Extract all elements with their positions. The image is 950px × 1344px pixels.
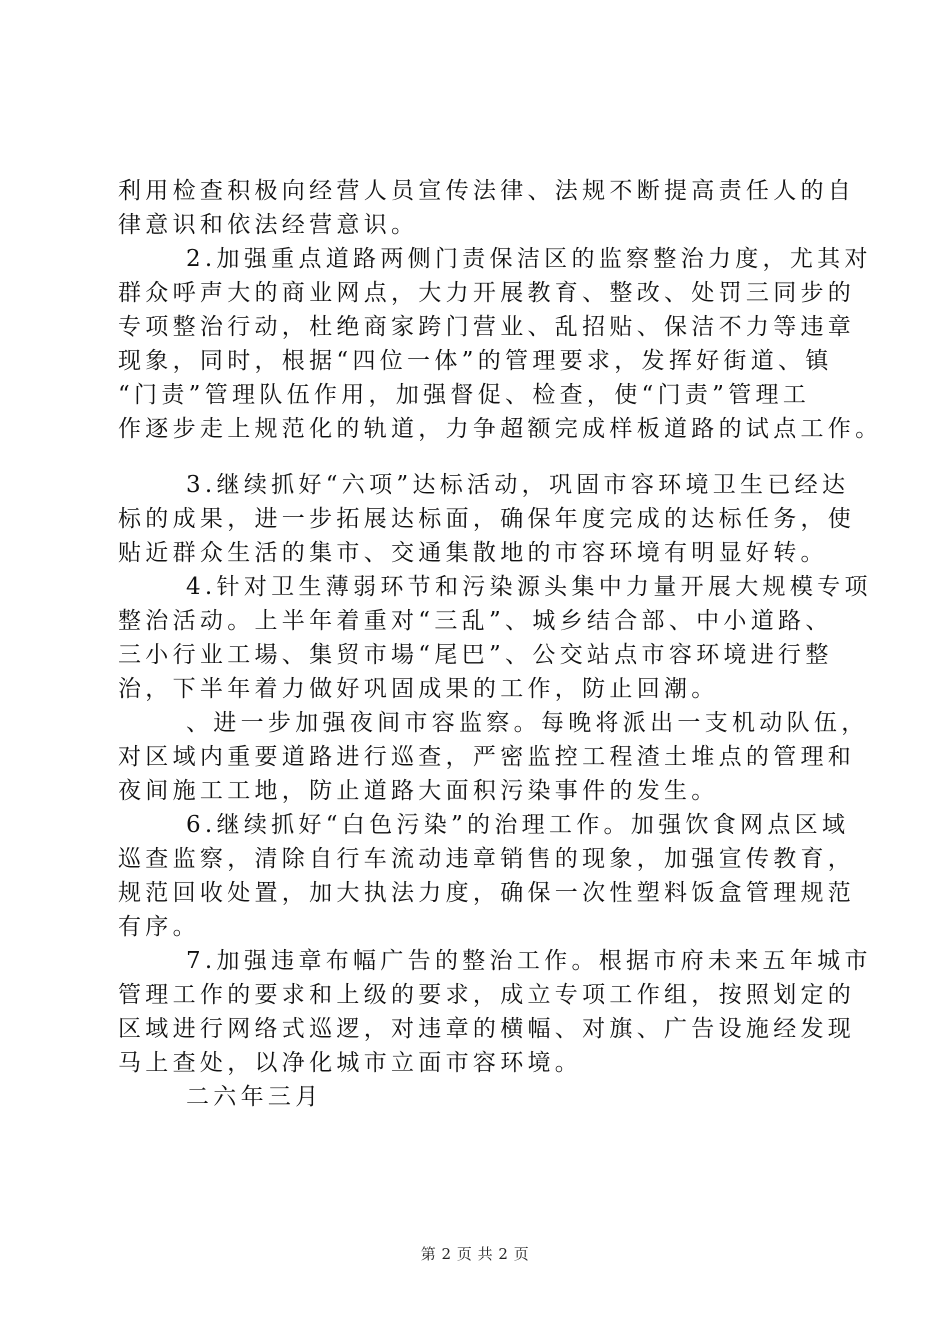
- text-line: 现象，同时，根据“四位一体”的管理要求，发挥好街道、镇: [118, 348, 833, 374]
- paragraph-gap: [118, 446, 858, 468]
- text-line: 规范回收处置，加大执法力度，确保一次性塑料饭盒管理规范: [118, 880, 856, 906]
- text-line: 对区域内重要道路进行巡查，严密监控工程渣土堆点的管理和: [118, 744, 856, 770]
- text-line: 标的成果，进一步拓展达标面，确保年度完成的达标任务，使: [118, 506, 856, 532]
- paragraph-2-start: 2.加强重点道路两侧门责保洁区的监察整治力度，尤其对: [186, 246, 872, 272]
- text-line: 治，下半年着力做好巩固成果的工作，防止回潮。: [118, 676, 719, 702]
- page-number-footer: 第 2 页 共 2 页: [420, 1245, 530, 1263]
- paragraph-5-start: 、进一步加强夜间市容监察。每晚将派出一支机动队伍，: [186, 710, 869, 736]
- text-line: 律意识和依法经营意识。: [118, 212, 419, 238]
- text-line: 专项整治行动，杜绝商家跨门营业、乱招贴、保洁不力等违章: [118, 314, 856, 340]
- document-body: [118, 174, 883, 1114]
- text-line: 有序。: [118, 914, 200, 940]
- text-line: 群众呼声大的商业网点，大力开展教育、整改、处罚三同步的: [118, 280, 856, 306]
- text-line: 区域进行网络式巡逻，对违章的横幅、对旗、广告设施经发现: [118, 1016, 856, 1042]
- text-line: 管理工作的要求和上级的要求，成立专项工作组，按照划定的: [118, 982, 856, 1008]
- paragraph-4-start: 4.针对卫生薄弱环节和污染源头集中力量开展大规模专项: [186, 574, 872, 600]
- document-date: 二六年三月: [186, 1084, 323, 1110]
- text-line: 巡查监察，清除自行车流动违章销售的现象，加强宣传教育，: [118, 846, 856, 872]
- text-line: 作逐步走上规范化的轨道，力争超额完成样板道路的试点工作。: [118, 416, 883, 442]
- text-line: 夜间施工工地，防止道路大面积污染事件的发生。: [118, 778, 719, 804]
- text-line: 贴近群众生活的集市、交通集散地的市容环境有明显好转。: [118, 540, 828, 566]
- text-line: 整治活动。上半年着重对“三乱”、城乡结合部、中小道路、: [118, 608, 833, 634]
- paragraph-6-start: 6.继续抓好“白色污染”的治理工作。加强饮食网点区域: [186, 812, 850, 838]
- text-line: 马上查处，以净化城市立面市容环境。: [118, 1050, 583, 1076]
- text-line: “门责”管理队伍作用，加强督促、检查，使“门责”管理工: [118, 382, 811, 408]
- paragraph-7-start: 7.加强违章布幅广告的整治工作。根据市府未来五年城市: [186, 948, 872, 974]
- text-line: 利用检查积极向经营人员宣传法律、法规不断提高责任人的自: [118, 178, 856, 204]
- paragraph-3-start: 3.继续抓好“六项”达标活动，巩固市容环境卫生已经达: [186, 472, 850, 498]
- text-line: 三小行业工場、集贸市場“尾巴”、公交站点市容环境进行整: [118, 642, 833, 668]
